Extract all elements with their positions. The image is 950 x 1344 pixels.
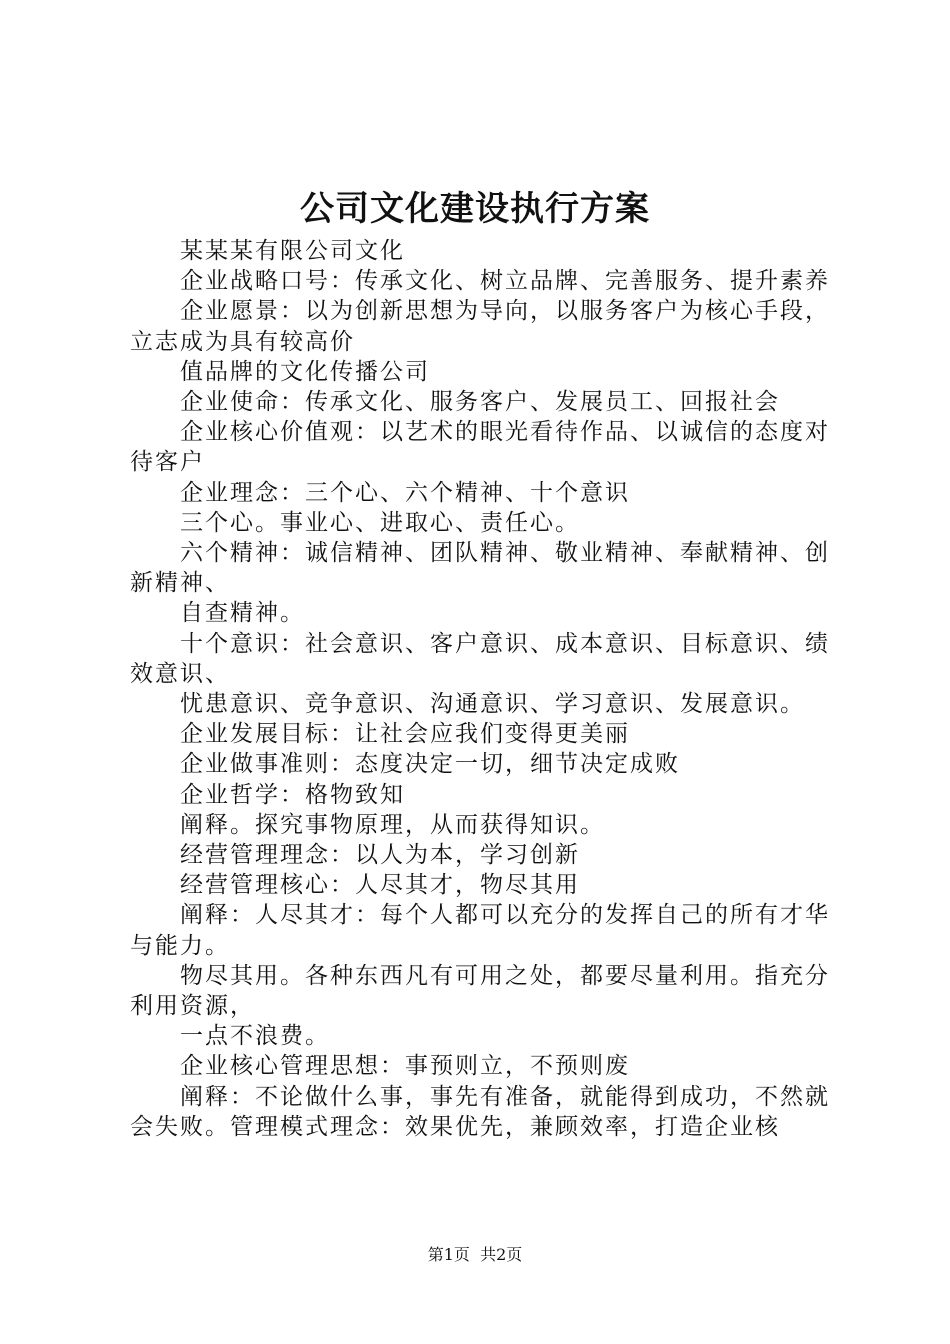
paragraph: 阐释：人尽其才：每个人都可以充分的发挥自己的所有才华与能力。	[130, 902, 830, 959]
paragraph: 经营管理理念：以人为本，学习创新	[180, 842, 580, 869]
paragraph: 企业愿景：以为创新思想为导向，以服务客户为核心手段，立志成为具有较高价	[130, 298, 830, 355]
paragraph: 企业使命：传承文化、服务客户、发展员工、回报社会	[180, 389, 780, 416]
paragraph: 三个心。事业心、进取心、责任心。	[180, 509, 580, 536]
paragraph: 企业哲学：格物致知	[180, 781, 405, 808]
document-title: 公司文化建设执行方案	[300, 189, 650, 229]
paragraph: 某某某有限公司文化	[180, 238, 405, 264]
paragraph: 自查精神。	[180, 600, 305, 627]
paragraph: 企业核心管理思想：事预则立，不预则废	[180, 1053, 630, 1080]
document-body	[130, 236, 830, 1142]
paragraph: 企业做事准则：态度决定一切，细节决定成败	[180, 751, 680, 778]
paragraph: 经营管理核心：人尽其才，物尽其用	[180, 872, 580, 899]
page-number-footer: 第1页 共2页	[427, 1245, 523, 1264]
paragraph: 企业核心价值观：以艺术的眼光看待作品、以诚信的态度对待客户	[130, 419, 830, 476]
paragraph: 忧患意识、竞争意识、沟通意识、学习意识、发展意识。	[180, 691, 805, 718]
paragraph: 六个精神：诚信精神、团队精神、敬业精神、奉献精神、创新精神、	[130, 540, 830, 597]
paragraph: 阐释。探究事物原理，从而获得知识。	[180, 811, 605, 838]
paragraph: 一点不浪费。	[180, 1023, 330, 1050]
paragraph: 十个意识：社会意识、客户意识、成本意识、目标意识、绩效意识、	[130, 630, 830, 687]
paragraph: 物尽其用。各种东西凡有可用之处，都要尽量利用。指充分利用资源，	[130, 962, 830, 1020]
paragraph: 企业战略口号：传承文化、树立品牌、完善服务、提升素养	[180, 268, 830, 295]
paragraph: 企业理念：三个心、六个精神、十个意识	[180, 479, 630, 506]
paragraph: 阐释：不论做什么事，事先有准备，就能得到成功，不然就会失败。管理模式理念：效果优先，兼顾效率，打造企业核	[130, 1083, 830, 1140]
paragraph: 值品牌的文化传播公司	[180, 358, 430, 385]
paragraph: 企业发展目标：让社会应我们变得更美丽	[180, 721, 630, 748]
